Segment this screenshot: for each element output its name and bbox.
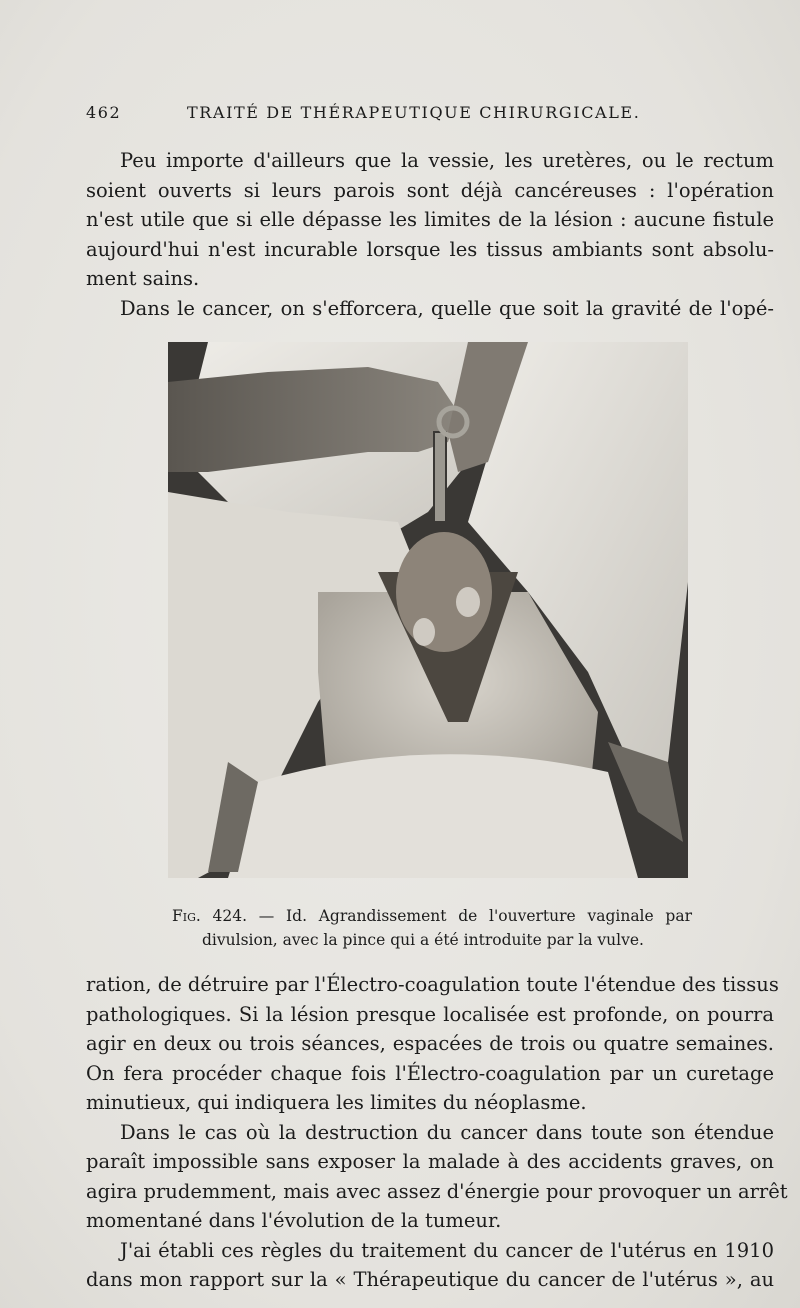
caption-line: divulsion, avec la pince qui a été introduite par la vulve. <box>202 931 644 949</box>
page-header <box>86 103 686 127</box>
photograph-image <box>168 342 688 878</box>
surgical-photograph <box>168 342 688 878</box>
caption-line: — Id. Agrandissement de l'ouverture vaginale par <box>247 907 692 925</box>
text-line: Dans le cancer, on s'efforcera, quelle que soit la gravité de l'opé- <box>120 296 774 320</box>
text-line: soient ouverts si leurs parois sont déjà cancéreuses : l'opération <box>86 178 774 202</box>
text-line: aujourd'hui n'est incurable lorsque les tissus ambiants sont absolu- <box>86 237 774 261</box>
text-line: Peu importe d'ailleurs que la vessie, les uretères, ou le rectum <box>120 149 774 172</box>
text-line: momentané dans l'évolution de la tumeur. <box>86 1209 502 1232</box>
text-line: n'est utile que si elle dépasse les limites de la lésion : aucune fistule <box>86 208 774 231</box>
text-line: ration, de détruire par l'Électro-coagulation toute l'étendue des tissus <box>86 973 779 996</box>
running-title: TRAITÉ DE THÉRAPEUTIQUE CHIRURGICALE. <box>187 103 641 122</box>
text-line: agir en deux ou trois séances, espacées de trois ou quatre semaines. <box>86 1032 774 1055</box>
text-line: agira prudemment, mais avec assez d'énergie pour provoquer un arrêt <box>86 1179 788 1203</box>
figure-caption <box>172 904 692 952</box>
text-block-top <box>86 146 774 323</box>
text-block-bottom <box>86 970 788 1295</box>
text-line: ment sains. <box>86 267 200 290</box>
text-line: minutieux, qui indiquera les limites du néoplasme. <box>86 1091 587 1114</box>
text-line: J'ai établi ces règles du traitement du cancer de l'utérus en 1910 <box>120 1238 774 1262</box>
text-line: pathologiques. Si la lésion presque localisée est profonde, on pourra <box>86 1002 774 1026</box>
page-number: 462 <box>86 103 122 122</box>
text-line: dans mon rapport sur la « Thérapeutique du cancer de l'utérus », au <box>86 1268 774 1291</box>
text-line: On fera procéder chaque fois l'Électro-coagulation par un curetage <box>86 1061 774 1085</box>
figure-label: Fig. 424. <box>172 907 248 925</box>
text-line: paraît impossible sans exposer la malade à des accidents graves, on <box>86 1150 774 1173</box>
text-line: Dans le cas où la destruction du cancer dans toute son étendue <box>120 1120 774 1144</box>
